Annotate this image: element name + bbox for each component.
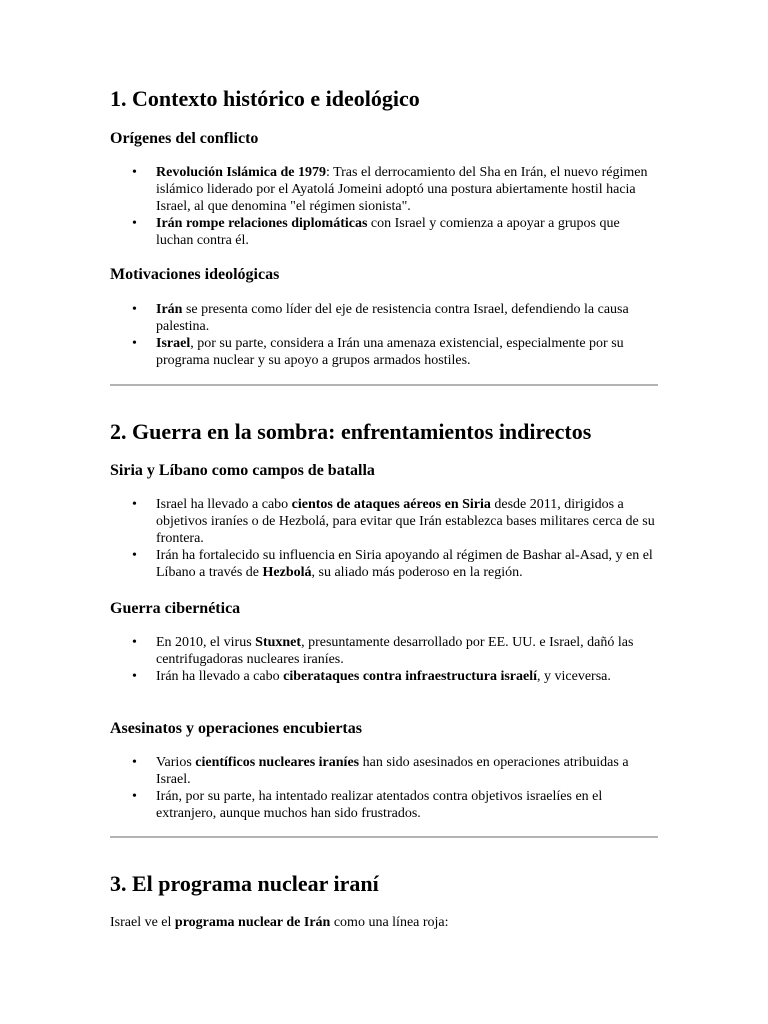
bullet-icon: •: [132, 216, 137, 231]
bullet-icon: •: [132, 497, 137, 512]
list-item: [110, 215, 658, 249]
item-text: En 2010, el virus: [156, 635, 256, 650]
bullet-list: [110, 301, 658, 369]
item-text: Irán, por su parte, ha intentado realizar atentados contra objetivos israelíes en el extranjero, aunque muchos han sido frustrados.: [156, 789, 603, 821]
emphasis: ciberataques contra infraestructura israelí: [283, 669, 537, 684]
section-title: 3. El programa nuclear iraní: [110, 871, 379, 896]
subsection-heading: Orígenes del conflicto: [110, 130, 259, 147]
emphasis: cientos de ataques aéreos en Siria: [291, 497, 491, 512]
bullet-icon: •: [132, 302, 137, 317]
bullet-icon: •: [132, 165, 137, 180]
bullet-list: [110, 164, 658, 249]
bullet-icon: •: [132, 669, 137, 684]
subsection-heading: Asesinatos y operaciones encubiertas: [110, 720, 362, 737]
item-text: desde 2011, dirigidos a objetivos iraníes o de Hezbolá, para evitar que Irán establezca bases militares cerca de su frontera.: [156, 497, 655, 546]
horizontal-rule: [110, 836, 658, 838]
section-title: 1. Contexto histórico e ideológico: [110, 86, 420, 111]
item-text: , por su parte, considera a Irán una amenaza existencial, especialmente por su programa nuclear y su apoyo a grupos armados hostiles.: [156, 336, 624, 368]
list-item: [110, 164, 658, 215]
list-item: [110, 668, 658, 685]
bullet-icon: •: [132, 755, 137, 770]
bullet-icon: •: [132, 336, 137, 351]
list-item: [110, 754, 658, 788]
emphasis: Stuxnet: [255, 635, 302, 650]
subsection-heading: Motivaciones ideológicas: [110, 266, 280, 283]
item-text: , presuntamente desarrollado por EE. UU. e Israel, dañó las centrifugadoras nucleares iraníes.: [156, 635, 634, 667]
subsection-heading: Siria y Líbano como campos de batalla: [110, 462, 375, 479]
item-text: Irán ha fortalecido su influencia en Siria apoyando al régimen de Bashar al-Asad, y en el Líbano a través de: [156, 548, 653, 580]
bullet-icon: •: [132, 635, 137, 650]
list-item: [110, 634, 658, 668]
item-text: Varios: [156, 755, 196, 770]
section-title: 2. Guerra en la sombra: enfrentamientos indirectos: [110, 419, 592, 444]
emphasis: Irán rompe relaciones diplomáticas: [156, 216, 368, 231]
item-text: Israel ha llevado a cabo: [156, 497, 292, 512]
item-text: con Israel y comienza a apoyar a grupos que luchan contra él.: [156, 216, 620, 248]
bullet-icon: •: [132, 789, 137, 804]
list-item: [110, 788, 658, 822]
horizontal-rule: [110, 384, 658, 386]
list-item: [110, 335, 658, 369]
list-item: [110, 496, 658, 547]
bullet-list: [110, 634, 658, 685]
paragraph-text: como una línea roja:: [330, 915, 449, 930]
item-text: , su aliado más poderoso en la región.: [311, 565, 523, 580]
bullet-icon: •: [132, 548, 137, 563]
intro-paragraph: [110, 914, 658, 931]
item-text: han sido asesinados en operaciones atribuidas a Israel.: [156, 755, 629, 787]
list-item: [110, 547, 658, 581]
bullet-list: [110, 754, 658, 822]
emphasis: Irán: [156, 302, 183, 317]
paragraph-text: Israel ve el: [110, 915, 175, 930]
item-text: Irán ha llevado a cabo: [156, 669, 284, 684]
list-item: [110, 301, 658, 335]
bullet-list: [110, 496, 658, 581]
emphasis: Hezbolá: [262, 565, 312, 580]
emphasis: programa nuclear de Irán: [174, 915, 331, 930]
emphasis: Revolución Islámica de 1979: [156, 165, 326, 180]
item-text: : Tras el derrocamiento del Sha en Irán, el nuevo régimen islámico liderado por el Ayatolá Jomeini adoptó una postura abiertamente hostil hacia Israel, al que denomina "el régimen sionista".: [156, 165, 648, 214]
subsection-heading: Guerra cibernética: [110, 600, 241, 617]
emphasis: Israel: [156, 336, 191, 351]
item-text: se presenta como líder del eje de resistencia contra Israel, defendiendo la causa palestina.: [156, 302, 629, 334]
item-text: , y viceversa.: [537, 669, 611, 684]
emphasis: científicos nucleares iraníes: [195, 755, 360, 770]
